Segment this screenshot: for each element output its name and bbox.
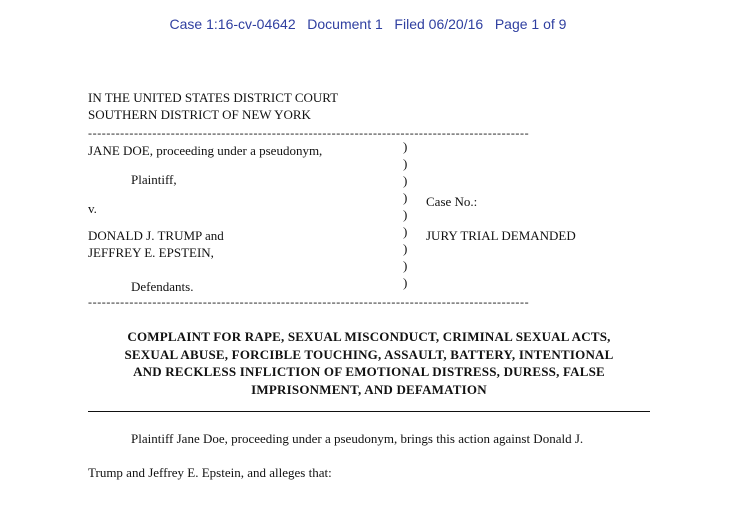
complaint-title-line: SEXUAL ABUSE, FORCIBLE TOUCHING, ASSAULT, BATTERY, INTENTIONAL [124,346,614,362]
title-underline-rule [88,411,650,412]
caption-paren: ) [403,241,408,256]
court-name-block [88,89,338,123]
court-name-line: IN THE UNITED STATES DISTRICT COURT [88,90,339,105]
case-number-label: Case No.: [426,194,478,209]
body-paragraph-line-2: Trump and Jeffrey E. Epstein, and alleges that: [88,465,332,480]
caption-bottom-separator: ------------------------------------------------------------------------------------------------ [88,295,530,309]
caption-paren-column [403,138,413,291]
caption-top-separator: ------------------------------------------------------------------------------------------------ [88,126,530,140]
complaint-title-line: COMPLAINT FOR RAPE, SEXUAL MISCONDUCT, CRIMINAL SEXUAL ACTS, [127,329,611,344]
caption-paren: ) [403,173,408,188]
caption-paren: ) [403,156,408,171]
caption-paren: ) [403,190,408,205]
caption-paren: ) [403,258,408,273]
versus-label: v. [88,201,97,216]
body-paragraph-line-1: Plaintiff Jane Doe, proceeding under a pseudonym, brings this action against Donald J. [131,431,584,446]
jury-trial-demand: JURY TRIAL DEMANDED [426,228,576,243]
caption-paren: ) [403,275,408,290]
caption-paren: ) [403,139,408,154]
caption-paren: ) [403,224,408,239]
defendant-role: Defendants. [131,279,194,294]
defendant-name-2: JEFFREY E. EPSTEIN, [88,245,214,260]
plaintiff-role: Plaintiff, [131,172,177,187]
court-district-line: SOUTHERN DISTRICT OF NEW YORK [88,107,311,122]
complaint-title-line: IMPRISONMENT, AND DEFAMATION [251,381,487,397]
complaint-title [88,328,650,398]
plaintiff-name: JANE DOE, proceeding under a pseudonym, [88,143,323,158]
complaint-title-line: AND RECKLESS INFLICTION OF EMOTIONAL DISTRESS, DURESS, FALSE [133,364,605,379]
defendant-name-1: DONALD J. TRUMP and [88,228,224,243]
page-header-case-info: Case 1:16-cv-04642 Document 1 Filed 06/20/16 Page 1 of 9 [169,16,567,32]
caption-paren: ) [403,207,408,222]
